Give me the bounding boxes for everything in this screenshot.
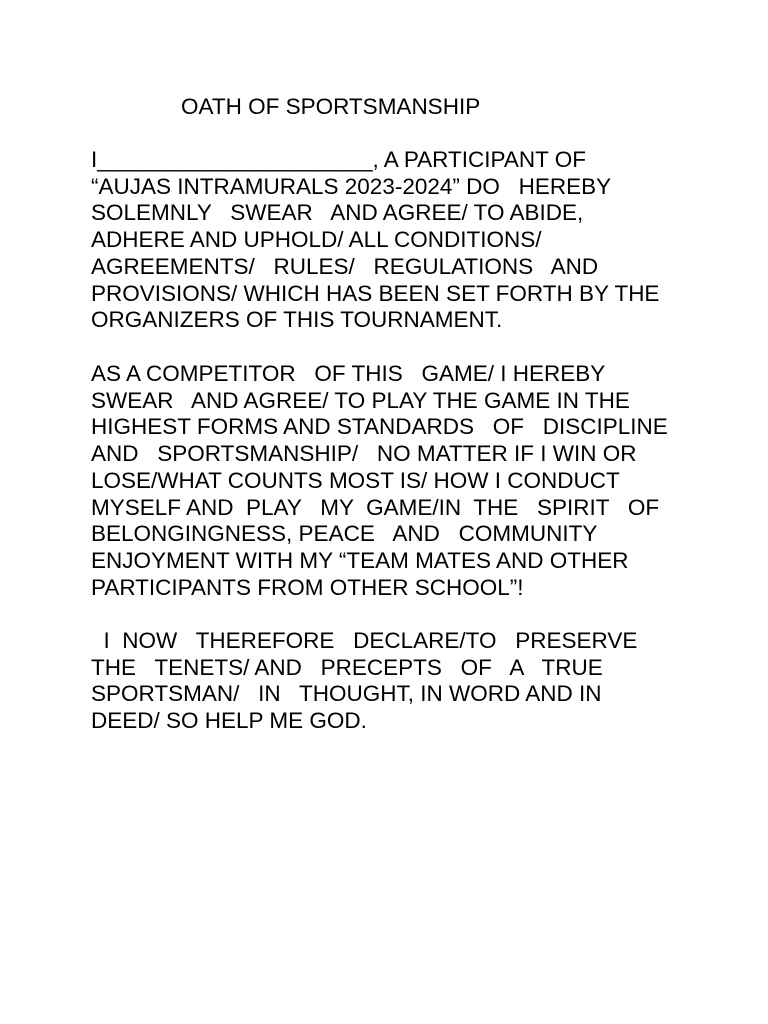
paragraph-competitor-pledge <box>91 361 691 601</box>
text-line: SPORTSMAN/ IN THOUGHT, IN WORD AND IN <box>91 681 602 707</box>
text-line: MYSELF AND PLAY MY GAME/IN THE SPIRIT OF <box>91 494 660 520</box>
text-line: THE TENETS/ AND PRECEPTS OF A TRUE <box>91 654 603 680</box>
text-line: LOSE/WHAT COUNTS MOST IS/ HOW I CONDUCT <box>91 467 620 493</box>
text-line: BELONGINGNESS, PEACE AND COMMUNITY <box>91 521 598 547</box>
text-line: AND SPORTSMANSHIP/ NO MATTER IF I WIN OR <box>91 441 637 467</box>
paragraph-oath-declaration <box>91 147 691 334</box>
text-line: “AUJAS INTRAMURALS 2023-2024” DO HEREBY <box>91 173 612 199</box>
text-line: ORGANIZERS OF THIS TOURNAMENT. <box>91 307 503 333</box>
text-line: HIGHEST FORMS AND STANDARDS OF DISCIPLINE <box>91 414 668 440</box>
text-line: SOLEMNLY SWEAR AND AGREE/ TO ABIDE, <box>91 200 584 226</box>
text-line: AS A COMPETITOR OF THIS GAME/ I HEREBY <box>91 361 606 386</box>
text-line: ENJOYMENT WITH MY “TEAM MATES AND OTHER <box>91 547 629 573</box>
document-title: OATH OF SPORTSMANSHIP <box>181 94 481 119</box>
text-line: SWEAR AND AGREE/ TO PLAY THE GAME IN THE <box>91 387 630 413</box>
text-line: I NOW THEREFORE DECLARE/TO PRESERVE <box>91 628 638 653</box>
text-line: PARTICIPANTS FROM OTHER SCHOOL”! <box>91 574 524 600</box>
text-line: ADHERE AND UPHOLD/ ALL CONDITIONS/ <box>91 227 542 253</box>
text-line: DEED/ SO HELP ME GOD. <box>91 708 367 734</box>
text-line: AGREEMENTS/ RULES/ REGULATIONS AND <box>91 253 599 279</box>
text-line: PROVISIONS/ WHICH HAS BEEN SET FORTH BY THE <box>91 280 660 306</box>
paragraph-final-declaration <box>91 628 691 735</box>
text-line: I______________________, A PARTICIPANT OF <box>91 147 586 172</box>
